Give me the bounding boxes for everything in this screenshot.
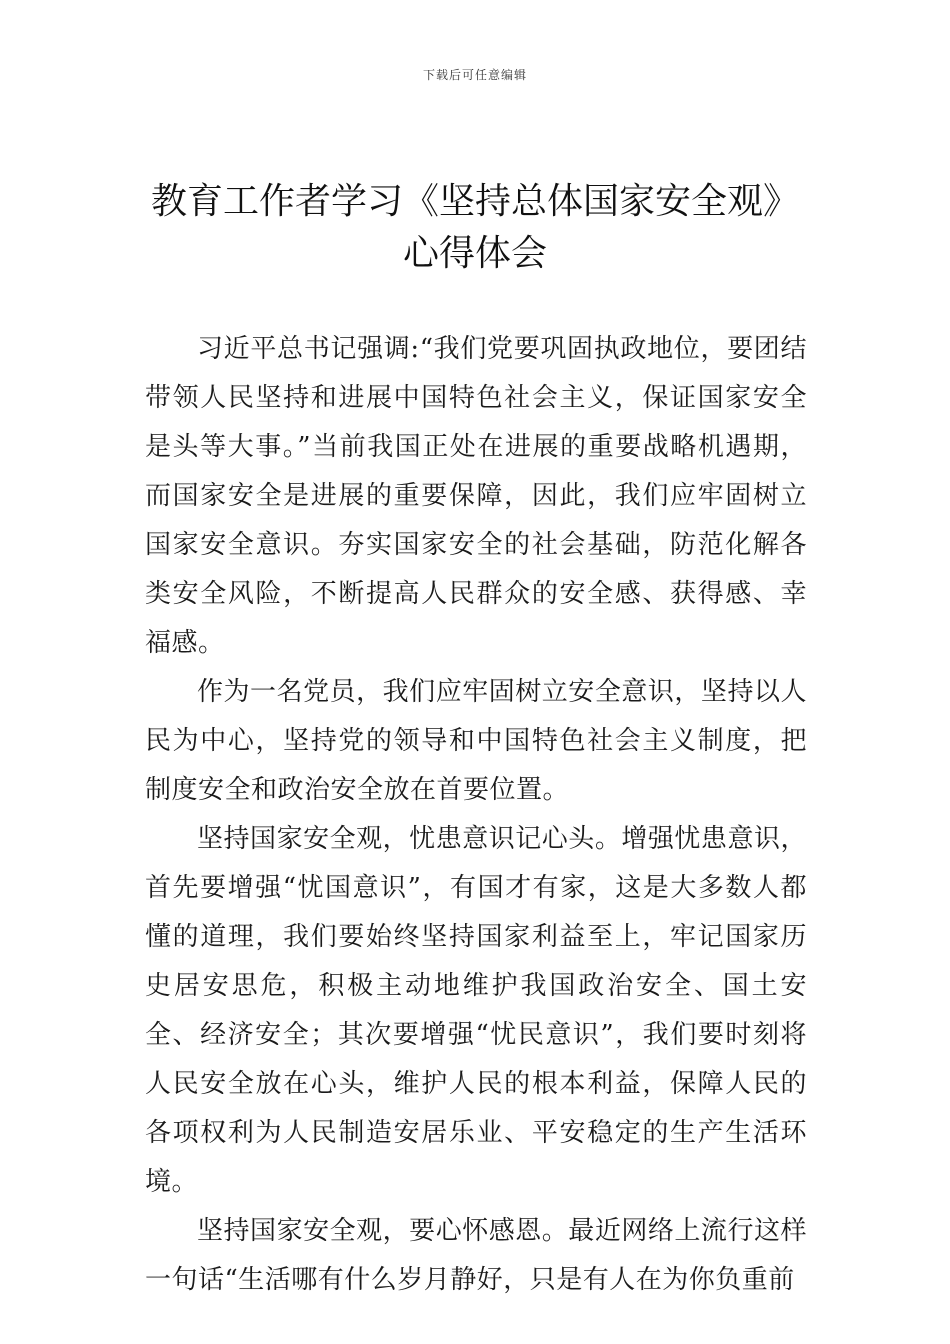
document-title [100,176,850,280]
paragraph: 习近平总书记强调:“我们党要巩固执政地位，要团结带领人民坚持和进展中国特色社会主义，保证国家安全是头等大事。”当前我国正处在进展的重要战略机遇期，而国家安全是进展的重要保障，因此，我们应牢固树立国家安全意识。夯实国家安全的社会基础，防范化解各类安全风险，不断提高人民群众的安全感、获得感、幸福感。 [145,334,807,658]
paragraph: 作为一名党员，我们应牢固树立安全意识，坚持以人民为中心，坚持党的领导和中国特色社会主义制度，把制度安全和政治安全放在首要位置。 [145,677,807,805]
title-line-2: 心得体会 [402,233,547,274]
title-line-1: 教育工作者学习《坚持总体国家安全观》 [150,181,799,222]
paragraph: 坚持国家安全观，要心怀感恩。最近网络上流行这样一句话“生活哪有什么岁月静好，只是有人在为你负重前 [145,1216,807,1295]
paragraph: 坚持国家安全观，忧患意识记心头。增强忧患意识，首先要增强“忧国意识”，有国才有家，这是大多数人都懂的道理，我们要始终坚持国家利益至上，牢记国家历史居安思危，积极主动地维护我国政治安全、国土安全、经济安全；其次要增强“忧民意识”，我们要时刻将人民安全放在心头，维护人民的根本利益，保障人民的各项权利为人民制造安居乐业、平安稳定的生产生活环境。 [145,824,807,1197]
document-body [145,325,807,1305]
header-note: 下载后可任意编辑 [422,68,527,82]
